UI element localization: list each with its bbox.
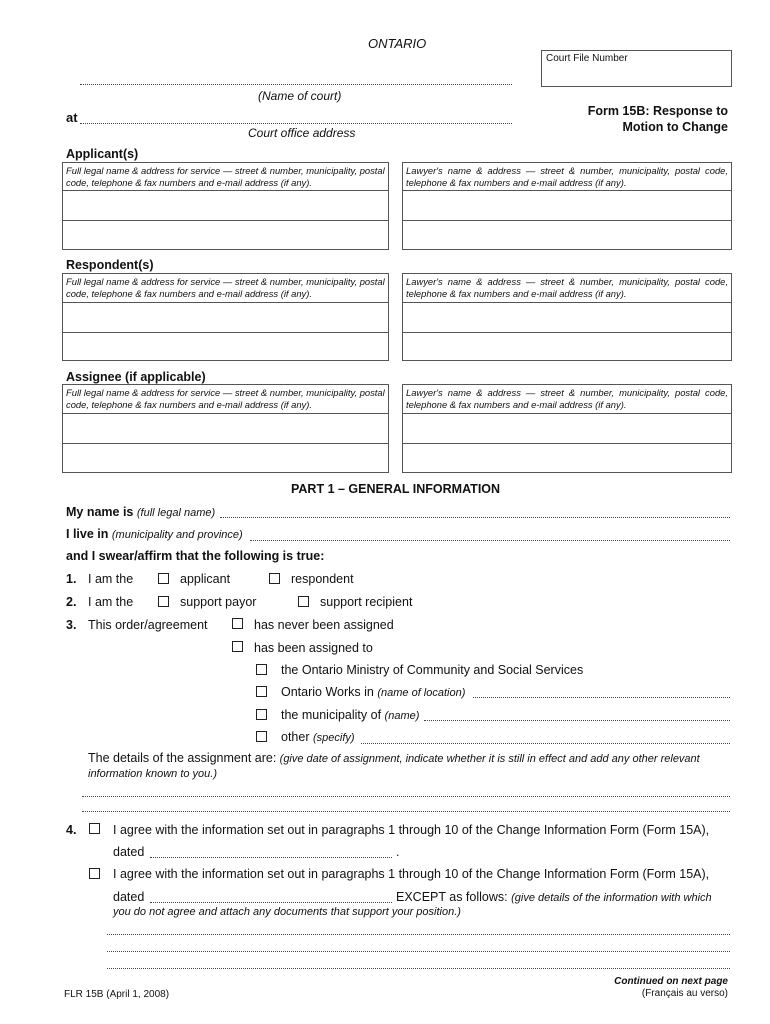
municipality-field[interactable] (424, 720, 730, 721)
municipality-checkbox[interactable] (256, 709, 267, 720)
court-office-caption: Court office address (248, 126, 356, 140)
form-title-line2: Motion to Change (622, 120, 728, 134)
applicant-lawyer-field-1[interactable] (402, 190, 732, 221)
item1-text: I am the (88, 572, 134, 586)
details-label: The details of the assignment are: (88, 751, 277, 765)
my-name-hint: (full legal name) (136, 507, 216, 519)
agree-except-text: I agree with the information set out in paragraphs 1 through 10 of the Change Information Form (Form 15A), (113, 867, 710, 881)
except-hint-1: (give details of the information with which (511, 892, 712, 904)
my-name-field[interactable] (220, 517, 730, 518)
other-checkbox[interactable] (256, 731, 267, 742)
item1-number: 1. (66, 572, 77, 586)
live-in-field[interactable] (250, 540, 730, 541)
support-payor-checkbox[interactable] (158, 596, 169, 607)
part1-title: PART 1 – GENERAL INFORMATION (291, 482, 501, 496)
item4-number: 4. (66, 823, 77, 837)
applicant-lawyer-desc: Lawyer's name & address — street & number, municipality, postal code, telephone & fax numbers and e-mail address (if any). (406, 165, 728, 188)
respondent-lawyer-desc: Lawyer's name & address — street & number, municipality, postal code, telephone & fax numbers and e-mail address (if any). (406, 276, 728, 299)
french-note: (Français au verso) (641, 988, 728, 999)
respondent-field-2[interactable] (62, 332, 389, 361)
assignee-field-1[interactable] (62, 413, 389, 444)
respondent-lawyer-field-1[interactable] (402, 302, 732, 333)
agree-all-checkbox[interactable] (89, 823, 100, 834)
except-line-2[interactable] (107, 951, 730, 952)
my-name-label: My name is (66, 505, 134, 519)
name-of-court-field[interactable] (80, 84, 512, 85)
item2-text: I am the (88, 595, 134, 609)
except-row (396, 890, 712, 904)
assignee-heading: Assignee (if applicable) (66, 370, 206, 384)
form-title-line1: Form 15B: Response to (587, 104, 728, 118)
assignment-details (88, 751, 730, 781)
live-in-label: I live in (66, 527, 109, 541)
agree-all-text: I agree with the information set out in paragraphs 1 through 10 of the Change Information Form (Form 15A), (113, 823, 710, 837)
continued-note: Continued on next page (614, 976, 728, 987)
applicant-checkbox[interactable] (158, 573, 169, 584)
live-in-row (66, 527, 243, 541)
assignee-lawyer-field-2[interactable] (402, 443, 732, 473)
name-of-court-caption: (Name of court) (258, 89, 342, 103)
municipality-row (281, 708, 419, 722)
support-recipient-label: support recipient (320, 595, 413, 609)
swear-statement: and I swear/affirm that the following is true: (66, 549, 325, 563)
ministry-label: the Ontario Ministry of Community and Social Services (281, 663, 584, 677)
dated-label-1: dated (113, 845, 145, 859)
ontario-works-label: Ontario Works in (281, 685, 374, 699)
my-name-row (66, 505, 215, 519)
details-hint-2: information known to you.) (88, 768, 218, 780)
dated-field-2[interactable] (150, 902, 392, 903)
agree-except-checkbox[interactable] (89, 868, 100, 879)
applicant-lawyer-field-2[interactable] (402, 220, 732, 250)
applicant-lawyer-desc-cell (402, 162, 732, 191)
applicant-field-2[interactable] (62, 220, 389, 250)
respondent-lawyer-desc-cell (402, 273, 732, 303)
assignee-field-2[interactable] (62, 443, 389, 473)
respondents-heading: Respondent(s) (66, 258, 154, 272)
assignee-desc-cell (62, 384, 389, 414)
respondent-desc-cell (62, 273, 389, 303)
applicant-desc-cell (62, 162, 389, 191)
dated-period: . (396, 845, 400, 859)
assigned-label: has been assigned to (254, 641, 373, 655)
respondent-desc: Full legal name & address for service — street & number, municipality, postal code, telephone & fax numbers and e-mail address (if any). (66, 276, 385, 299)
court-office-address-field[interactable] (80, 123, 512, 124)
never-assigned-label: has never been assigned (254, 618, 394, 632)
court-file-number-box[interactable] (541, 50, 732, 87)
other-label: other (281, 730, 310, 744)
except-label: EXCEPT as follows: (396, 890, 508, 904)
respondent-option-label: respondent (291, 572, 354, 586)
details-hint-1: (give date of assignment, indicate whether it is still in effect and add any other relevant (279, 753, 700, 765)
ontario-works-hint: (name of location) (377, 687, 466, 699)
assignee-desc: Full legal name & address for service — street & number, municipality, postal code, telephone & fax numbers and e-mail address (if any). (66, 387, 385, 410)
court-file-number-label: Court File Number (546, 53, 628, 64)
municipality-hint: (name) (384, 710, 420, 722)
assignee-lawyer-desc: Lawyer's name & address — street & number, municipality, postal code, telephone & fax numbers and e-mail address (if any). (406, 387, 728, 410)
except-line-1[interactable] (107, 934, 730, 935)
other-row (281, 730, 355, 744)
support-recipient-checkbox[interactable] (298, 596, 309, 607)
details-line-1[interactable] (82, 796, 730, 797)
ontario-works-checkbox[interactable] (256, 686, 267, 697)
applicant-option-label: applicant (180, 572, 231, 586)
respondent-checkbox[interactable] (269, 573, 280, 584)
applicant-field-1[interactable] (62, 190, 389, 221)
form-title (588, 103, 728, 135)
assignee-lawyer-desc-cell (402, 384, 732, 414)
applicant-desc: Full legal name & address for service — street & number, municipality, postal code, telephone & fax numbers and e-mail address (if any). (66, 165, 385, 188)
other-field[interactable] (361, 743, 730, 744)
footer-right (614, 976, 728, 1000)
ministry-checkbox[interactable] (256, 664, 267, 675)
item2-number: 2. (66, 595, 77, 609)
item3-number: 3. (66, 618, 77, 632)
form-id: FLR 15B (April 1, 2008) (64, 989, 170, 1000)
except-line-3[interactable] (107, 968, 730, 969)
details-line-2[interactable] (82, 811, 730, 812)
dated-field-1[interactable] (150, 857, 392, 858)
respondent-field-1[interactable] (62, 302, 389, 333)
municipality-label: the municipality of (281, 708, 382, 722)
at-label: at (66, 110, 78, 125)
never-assigned-checkbox[interactable] (232, 618, 243, 629)
support-payor-label: support payor (180, 595, 257, 609)
respondent-lawyer-field-2[interactable] (402, 332, 732, 361)
other-hint: (specify) (312, 732, 355, 744)
assignee-lawyer-field-1[interactable] (402, 413, 732, 444)
except-hint-2: you do not agree and attach any documents that support your position.) (113, 906, 461, 918)
item3-text: This order/agreement (88, 618, 208, 632)
applicants-heading: Applicant(s) (66, 147, 139, 161)
dated-label-2: dated (113, 890, 145, 904)
ontario-works-row (281, 685, 465, 699)
assigned-checkbox[interactable] (232, 641, 243, 652)
ontario-works-field[interactable] (473, 697, 730, 698)
jurisdiction-title: ONTARIO (368, 36, 427, 51)
live-in-hint: (municipality and province) (111, 529, 243, 541)
